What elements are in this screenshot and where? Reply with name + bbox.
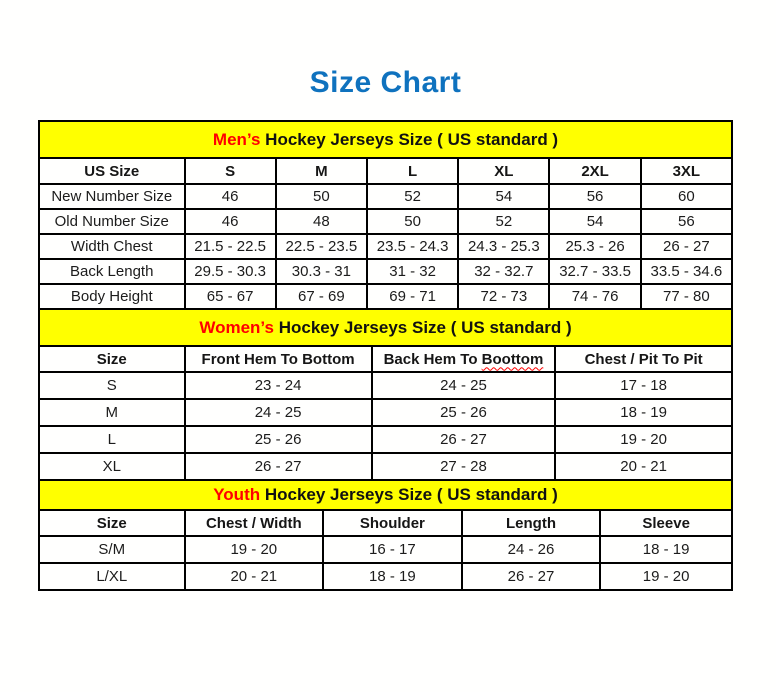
column-header-2xl: 2XL bbox=[549, 158, 640, 184]
size-value-cell: 48 bbox=[276, 209, 367, 234]
column-header-s: S bbox=[185, 158, 276, 184]
column-header-m: M bbox=[276, 158, 367, 184]
size-value-cell: 67 - 69 bbox=[276, 284, 367, 309]
size-value-cell: 16 - 17 bbox=[323, 536, 462, 563]
row-label: Body Height bbox=[39, 284, 185, 309]
size-value-cell: 23 - 24 bbox=[185, 372, 372, 399]
table-row-women-s bbox=[39, 372, 732, 399]
womens-section-title-highlight: Women’s bbox=[199, 317, 274, 337]
size-value-cell: 46 bbox=[185, 209, 276, 234]
size-chart-page bbox=[38, 0, 733, 591]
size-value-cell: 69 - 71 bbox=[367, 284, 458, 309]
size-value-cell: 25.3 - 26 bbox=[549, 234, 640, 259]
row-label: L bbox=[39, 426, 185, 453]
table-row-women-l bbox=[39, 426, 732, 453]
size-value-cell: 20 - 21 bbox=[555, 453, 732, 480]
column-header-back-hem bbox=[372, 346, 556, 372]
table-row-women-xl bbox=[39, 453, 732, 480]
size-value-cell: 17 - 18 bbox=[555, 372, 732, 399]
size-value-cell: 18 - 19 bbox=[600, 536, 732, 563]
size-value-cell: 19 - 20 bbox=[600, 563, 732, 590]
size-value-cell: 23.5 - 24.3 bbox=[367, 234, 458, 259]
size-value-cell: 19 - 20 bbox=[555, 426, 732, 453]
size-value-cell: 46 bbox=[185, 184, 276, 209]
row-label: S/M bbox=[39, 536, 185, 563]
table-row-width-chest bbox=[39, 234, 732, 259]
size-value-cell: 25 - 26 bbox=[185, 426, 372, 453]
column-header-l: L bbox=[367, 158, 458, 184]
row-label: S bbox=[39, 372, 185, 399]
column-header-length: Length bbox=[462, 510, 601, 536]
size-value-cell: 32.7 - 33.5 bbox=[549, 259, 640, 284]
column-header-chest-pit: Chest / Pit To Pit bbox=[555, 346, 732, 372]
row-label: Back Length bbox=[39, 259, 185, 284]
size-value-cell: 52 bbox=[367, 184, 458, 209]
size-value-cell: 21.5 - 22.5 bbox=[185, 234, 276, 259]
column-header-shoulder: Shoulder bbox=[323, 510, 462, 536]
size-value-cell: 74 - 76 bbox=[549, 284, 640, 309]
size-value-cell: 54 bbox=[549, 209, 640, 234]
table-row-women-m bbox=[39, 399, 732, 426]
size-value-cell: 18 - 19 bbox=[555, 399, 732, 426]
womens-header-row bbox=[39, 346, 732, 372]
table-row-youth-lxl bbox=[39, 563, 732, 590]
table-row-back-length bbox=[39, 259, 732, 284]
size-value-cell: 72 - 73 bbox=[458, 284, 549, 309]
youth-section-title bbox=[39, 480, 732, 510]
size-value-cell: 26 - 27 bbox=[372, 426, 556, 453]
row-label: Width Chest bbox=[39, 234, 185, 259]
mens-size-table bbox=[38, 120, 733, 310]
youth-header-row bbox=[39, 510, 732, 536]
table-row-new-number-size bbox=[39, 184, 732, 209]
size-value-cell: 56 bbox=[641, 209, 732, 234]
size-value-cell: 50 bbox=[367, 209, 458, 234]
size-value-cell: 24 - 26 bbox=[462, 536, 601, 563]
womens-size-table bbox=[38, 308, 733, 481]
table-row-old-number-size bbox=[39, 209, 732, 234]
row-label: Old Number Size bbox=[39, 209, 185, 234]
size-value-cell: 65 - 67 bbox=[185, 284, 276, 309]
row-label: New Number Size bbox=[39, 184, 185, 209]
youth-size-table bbox=[38, 479, 733, 591]
table-row-body-height bbox=[39, 284, 732, 309]
womens-section-band bbox=[39, 309, 732, 346]
row-label: XL bbox=[39, 453, 185, 480]
size-value-cell: 24 - 25 bbox=[185, 399, 372, 426]
size-value-cell: 50 bbox=[276, 184, 367, 209]
column-header-size: Size bbox=[39, 510, 185, 536]
size-value-cell: 30.3 - 31 bbox=[276, 259, 367, 284]
column-header-3xl: 3XL bbox=[641, 158, 732, 184]
column-header-xl: XL bbox=[458, 158, 549, 184]
youth-section-title-highlight: Youth bbox=[213, 485, 261, 504]
womens-section-title-rest: Hockey Jerseys Size ( US standard ) bbox=[273, 317, 572, 337]
size-value-cell: 24 - 25 bbox=[372, 372, 556, 399]
size-value-cell: 33.5 - 34.6 bbox=[641, 259, 732, 284]
size-value-cell: 25 - 26 bbox=[372, 399, 556, 426]
mens-header-row bbox=[39, 158, 732, 184]
size-value-cell: 31 - 32 bbox=[367, 259, 458, 284]
size-value-cell: 32 - 32.7 bbox=[458, 259, 549, 284]
youth-section-title-rest: Hockey Jerseys Size ( US standard ) bbox=[260, 485, 558, 504]
table-row-youth-sm bbox=[39, 536, 732, 563]
mens-section-title-rest: Hockey Jerseys Size ( US standard ) bbox=[260, 129, 559, 149]
size-value-cell: 24.3 - 25.3 bbox=[458, 234, 549, 259]
column-header-front-hem: Front Hem To Bottom bbox=[185, 346, 372, 372]
row-label: M bbox=[39, 399, 185, 426]
back-hem-label-prefix: Back Hem To bbox=[383, 350, 478, 368]
size-value-cell: 19 - 20 bbox=[185, 536, 324, 563]
mens-section-band bbox=[39, 121, 732, 158]
size-value-cell: 29.5 - 30.3 bbox=[185, 259, 276, 284]
size-value-cell: 26 - 27 bbox=[462, 563, 601, 590]
column-header-chest-width: Chest / Width bbox=[185, 510, 324, 536]
row-label: L/XL bbox=[39, 563, 185, 590]
size-value-cell: 27 - 28 bbox=[372, 453, 556, 480]
size-value-cell: 26 - 27 bbox=[641, 234, 732, 259]
column-header-sleeve: Sleeve bbox=[600, 510, 732, 536]
size-value-cell: 26 - 27 bbox=[185, 453, 372, 480]
size-value-cell: 22.5 - 23.5 bbox=[276, 234, 367, 259]
size-value-cell: 77 - 80 bbox=[641, 284, 732, 309]
womens-section-title bbox=[39, 309, 732, 346]
mens-section-title bbox=[39, 121, 732, 158]
size-value-cell: 56 bbox=[549, 184, 640, 209]
size-value-cell: 60 bbox=[641, 184, 732, 209]
size-value-cell: 18 - 19 bbox=[323, 563, 462, 590]
mens-section-title-highlight: Men’s bbox=[212, 129, 261, 149]
youth-section-band bbox=[39, 480, 732, 510]
column-header-size: Size bbox=[39, 346, 185, 372]
page-title: Size Chart bbox=[309, 66, 462, 99]
size-value-cell: 52 bbox=[458, 209, 549, 234]
size-value-cell: 20 - 21 bbox=[185, 563, 324, 590]
size-value-cell: 54 bbox=[458, 184, 549, 209]
column-header-us-size: US Size bbox=[39, 158, 185, 184]
back-hem-misspelled-word: Boottom bbox=[481, 350, 544, 368]
